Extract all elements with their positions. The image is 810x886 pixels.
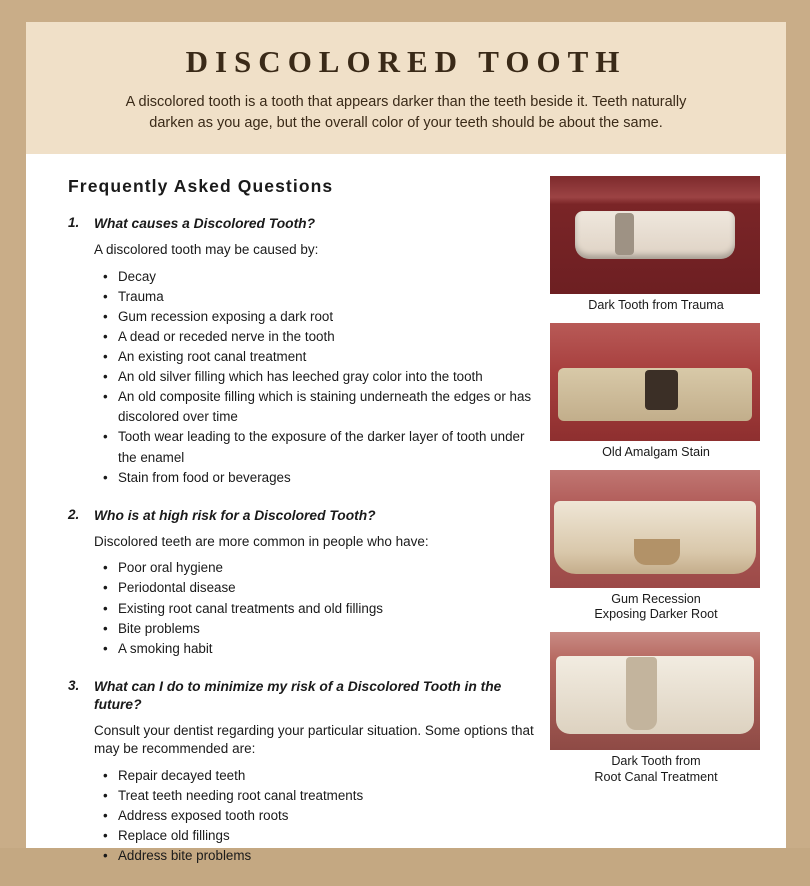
list-item: • A smoking habit [102,639,540,659]
list-item: • Existing root canal treatments and old fillings [102,599,540,619]
faq-number: 1. [68,215,80,231]
list-item: • An existing root canal treatment [102,347,540,367]
faq-item [68,215,540,488]
dark-tooth-root-canal-photo [550,632,760,750]
old-amalgam-stain-photo [550,323,760,441]
photo-caption: Dark Tooth from Root Canal Treatment [594,754,718,784]
list-item: • Stain from food or beverages [102,468,540,488]
photo-caption: Old Amalgam Stain [602,445,710,460]
photo-block [550,323,762,462]
photo-column [540,176,762,885]
page-title: DISCOLORED TOOTH [185,44,627,79]
faq-column [48,176,540,885]
list-item: • Repair decayed teeth [102,766,540,786]
gum-recession-photo [550,470,760,588]
list-item: • Treat teeth needing root canal treatments [102,786,540,806]
list-item: • Gum recession exposing a dark root [102,307,540,327]
photo-caption: Gum Recession Exposing Darker Root [594,592,718,622]
document-header [26,22,786,154]
header-subtitle: A discolored tooth is a tooth that appears darker than the teeth beside it. Teeth naturally darken as you age, but the overall color of your teeth should be about the same. [125,94,687,132]
list-item: • Tooth wear leading to the exposure of the darker layer of tooth under the enamel [102,427,540,467]
faq-bullet-list [102,558,540,659]
faq-bullet-list [102,766,540,867]
faq-intro: A discolored tooth may be caused by: [94,241,319,257]
faq-intro: Discolored teeth are more common in people who have: [94,533,429,549]
photo-block [550,632,762,786]
list-item: • Poor oral hygiene [102,558,540,578]
list-item: • Replace old fillings [102,826,540,846]
list-item: • Bite problems [102,619,540,639]
document-body [26,154,786,885]
faq-item [68,678,540,867]
faq-number: 2. [68,506,80,522]
list-item: • A dead or receded nerve in the tooth [102,327,540,347]
faq-question: Who is at high risk for a Discolored Tooth? [94,507,376,523]
faq-number: 3. [68,677,80,693]
list-item: • Decay [102,267,540,287]
faq-question-row [68,215,540,233]
list-item: • Address exposed tooth roots [102,806,540,826]
faq-question: What can I do to minimize my risk of a Discolored Tooth in the future? [94,678,502,712]
photo-block [550,176,762,315]
photo-caption: Dark Tooth from Trauma [588,298,724,313]
faq-question-row [68,507,540,525]
faq-question: What causes a Discolored Tooth? [94,216,316,232]
list-item: • An old silver filling which has leeched gray color into the tooth [102,367,540,387]
document-sheet [26,22,786,864]
faq-bullet-list [102,267,540,488]
faq-question-row [68,678,540,714]
list-item: • An old composite filling which is staining underneath the edges or has discolored over time [102,387,540,427]
list-item: • Periodontal disease [102,578,540,598]
faq-item [68,507,540,659]
list-item: • Trauma [102,287,540,307]
faq-section-title: Frequently Asked Questions [68,176,334,197]
dark-tooth-trauma-photo [550,176,760,294]
list-item: • Address bite problems [102,846,540,866]
photo-block [550,470,762,624]
faq-intro: Consult your dentist regarding your particular situation. Some options that may be recommended are: [94,722,534,757]
